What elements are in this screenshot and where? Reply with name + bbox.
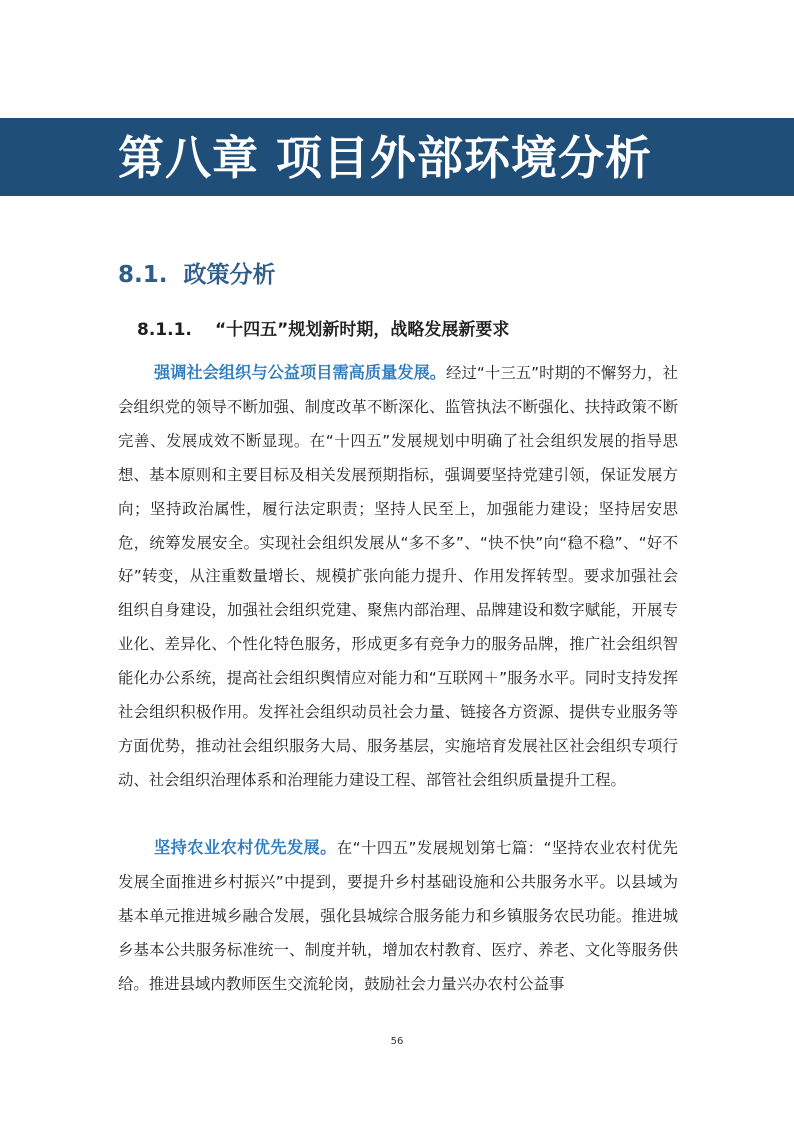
chapter-title: 第八章 项目外部环境分析 <box>118 131 653 185</box>
paragraph-lead: 强调社会组织与公益项目需高质量发展。 <box>154 363 447 382</box>
section-heading <box>118 257 276 293</box>
body-paragraph <box>118 831 678 1002</box>
subsection-title: “十四五”规划新时期，战略发展新要求 <box>215 320 510 340</box>
subsection-heading <box>137 314 509 346</box>
subsection-number: 8.1.1. <box>137 320 192 340</box>
paragraph-lead: 坚持农业农村优先发展。 <box>154 838 337 857</box>
body-paragraph <box>118 356 678 798</box>
paragraph-text: 在“十四五”发展规划第七篇：“坚持农业农村优先发展全面推进乡村振兴”中提到，要提升乡村基础设施和公共服务水平。以县域为基本单元推进城乡融合发展，强化县城综合服务能力和乡镇服务农民功能。推进城乡基本公共服务标准统一、制度并轨，增加农村教育、医疗、养老、文化等服务供给。推进县域内教师医生交流轮岗，鼓励社会力量兴办农村公益事 <box>118 839 678 993</box>
section-number: 8.1. <box>118 262 168 288</box>
page-number: 56 <box>390 1036 404 1047</box>
section-title: 政策分析 <box>183 262 276 288</box>
paragraph-text: 经过“十三五”时期的不懈努力，社会组织党的领导不断加强、制度改革不断深化、监管执法不断强化、扶持政策不断完善、发展成效不断显现。在“十四五”发展规划中明确了社会组织发展的指导思想、基本原则和主要目标及相关发展预期指标，强调要坚持党建引领，保证发展方向；坚持政治属性，履行法定职责；坚持人民至上，加强能力建设；坚持居安思危，统筹发展安全。实现社会组织发展从“多不多”、“快不快”向“稳不稳”、“好不好”转变，从注重数量增长、规模扩张向能力提升、作用发挥转型。要求加强社会组织自身建设，加强社会组织党建、聚焦内部治理、品牌建设和数字赋能，开展专业化、差异化、个性化特色服务，形成更多有竞争力的服务品牌，推广社会组织智能化办公系统，提高社会组织舆情应对能力和“互联网＋”服务水平。同时支持发挥社会组织积极作用。发挥社会组织动员社会力量、链接各方资源、提供专业服务等方面优势，推动社会组织服务大局、服务基层，实施培育发展社区社会组织专项行动、社会组织治理体系和治理能力建设工程、部管社会组织质量提升工程。 <box>118 364 678 789</box>
